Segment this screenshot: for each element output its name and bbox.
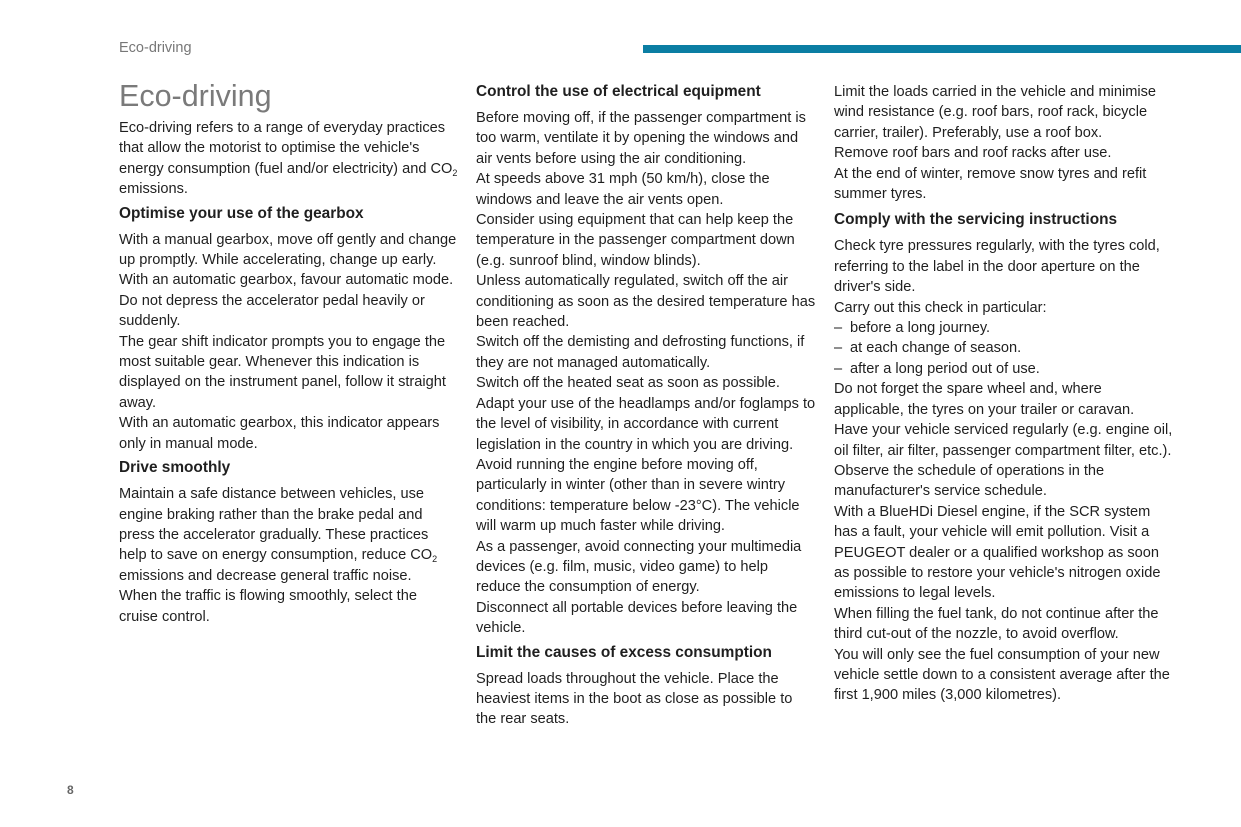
section-heading-electrical: Control the use of electrical equipment	[476, 83, 761, 100]
paragraph: Consider using equipment that can help keep the temperature in the passenger compartment down (e.g. sunroof blind, window blinds).	[476, 212, 795, 269]
paragraph: When the traffic is flowing smoothly, select the cruise control.	[119, 588, 417, 625]
list-item: – at each change of season.	[834, 338, 1174, 358]
paragraph: At speeds above 31 mph (50 km/h), close the windows and leave the air vents open.	[476, 171, 770, 208]
column-3	[834, 82, 1174, 706]
paragraph: Disconnect all portable devices before leaving the vehicle.	[476, 599, 798, 637]
section-heading-excess-consumption: Limit the causes of excess consumption	[476, 643, 772, 661]
paragraph: Check tyre pressures regularly, with the tyres cold, referring to the label in the door aperture on the driver's side.	[834, 238, 1160, 296]
paragraph: When filling the fuel tank, do not continue after the third cut-out of the nozzle, to avoid overflow.	[834, 605, 1159, 643]
paragraph: Remove roof bars and roof racks after use.	[834, 145, 1112, 162]
header-accent-bar	[643, 45, 1241, 53]
paragraph: Switch off the heated seat as soon as possible.	[476, 375, 780, 392]
paragraph: With an automatic gearbox, this indicator appears only in manual mode.	[119, 415, 440, 452]
list-item: – before a long journey.	[834, 318, 1174, 338]
paragraph: Adapt your use of the headlamps and/or foglamps to the level of visibility, in accordance with current legislation in the country in which you are driving.	[476, 395, 816, 453]
paragraph: Spread loads throughout the vehicle. Place the heaviest items in the boot as close as possible to the rear seats.	[476, 670, 793, 728]
subscript: 2	[432, 554, 438, 565]
paragraph-text: Maintain a safe distance between vehicles, use engine braking rather than the brake pedal and press the accelerator gradually. These practices help to save on energy consumption, reduce CO	[119, 486, 433, 564]
subscript: 2	[452, 167, 458, 178]
paragraph: With an automatic gearbox, favour automatic mode. Do not depress the accelerator pedal heavily or suddenly.	[119, 272, 454, 330]
paragraph: Avoid running the engine before moving off, particularly in winter (other than in severe wintry conditions: temperature below -23°C). The vehicle will warm up much faster while driving.	[476, 456, 800, 535]
paragraph: As a passenger, avoid connecting your multimedia devices (e.g. film, music, video game) to help reduce the consumption of energy.	[476, 538, 802, 596]
paragraph: Unless automatically regulated, switch off the air conditioning as soon as the desired temperature has been reached.	[476, 273, 816, 331]
intro-paragraph	[119, 118, 459, 200]
column-1	[119, 78, 459, 627]
paragraph	[119, 484, 459, 586]
paragraph: Switch off the demisting and defrosting functions, if they are not managed automatically.	[476, 334, 805, 371]
paragraph: Do not forget the spare wheel and, where applicable, the tyres on your trailer or caravan.	[834, 381, 1135, 418]
paragraph: Limit the loads carried in the vehicle and minimise wind resistance (e.g. roof bars, roof rack, bicycle carrier, trailer). Preferably, use a roof box.	[834, 84, 1157, 141]
running-header-title: Eco-driving	[119, 40, 192, 56]
paragraph: The gear shift indicator prompts you to engage the most suitable gear. Whenever this indication is displayed on the instrument panel, follow it straight away.	[119, 333, 446, 411]
section-heading-servicing: Comply with the servicing instructions	[834, 211, 1118, 229]
paragraph: With a BlueHDi Diesel engine, if the SCR system has a fault, your vehicle will emit pollution. Visit a PEUGEOT dealer or a qualified workshop as soon as possible to restore your vehicle's nitrogen oxide emissions to legal levels.	[834, 503, 1161, 602]
paragraph-text-end: emissions and decrease general traffic noise.	[119, 567, 412, 584]
section-heading-gearbox: Optimise your use of the gearbox	[119, 204, 364, 222]
section-heading-drive-smoothly: Drive smoothly	[119, 459, 231, 477]
paragraph: Have your vehicle serviced regularly (e.g. engine oil, oil filter, air filter, passenger compartment filter, etc.). Observe the schedule of operations in the manufacturer's service schedule.	[834, 422, 1173, 500]
page-title: Eco-driving	[119, 79, 272, 113]
paragraph: With a manual gearbox, move off gently and change up promptly. While accelerating, change up early.	[119, 231, 457, 269]
intro-text: Eco-driving refers to a range of everyday practices that allow the motorist to optimise the vehicle's energy consumption (fuel and/or electricity) and CO	[119, 120, 453, 177]
page-number: 8	[67, 783, 74, 797]
paragraph: You will only see the fuel consumption of your new vehicle settle down to a consistent average after the first 1,900 miles (3,000 kilometres).	[834, 646, 1170, 704]
paragraph: Carry out this check in particular:	[834, 299, 1047, 316]
paragraph: Before moving off, if the passenger compartment is too warm, ventilate it by opening the windows and air vents before using the air conditioning.	[476, 110, 806, 167]
column-2	[476, 82, 816, 730]
list-item: – after a long period out of use.	[834, 359, 1174, 379]
intro-text-end: emissions.	[119, 181, 188, 198]
paragraph: At the end of winter, remove snow tyres and refit summer tyres.	[834, 165, 1147, 203]
